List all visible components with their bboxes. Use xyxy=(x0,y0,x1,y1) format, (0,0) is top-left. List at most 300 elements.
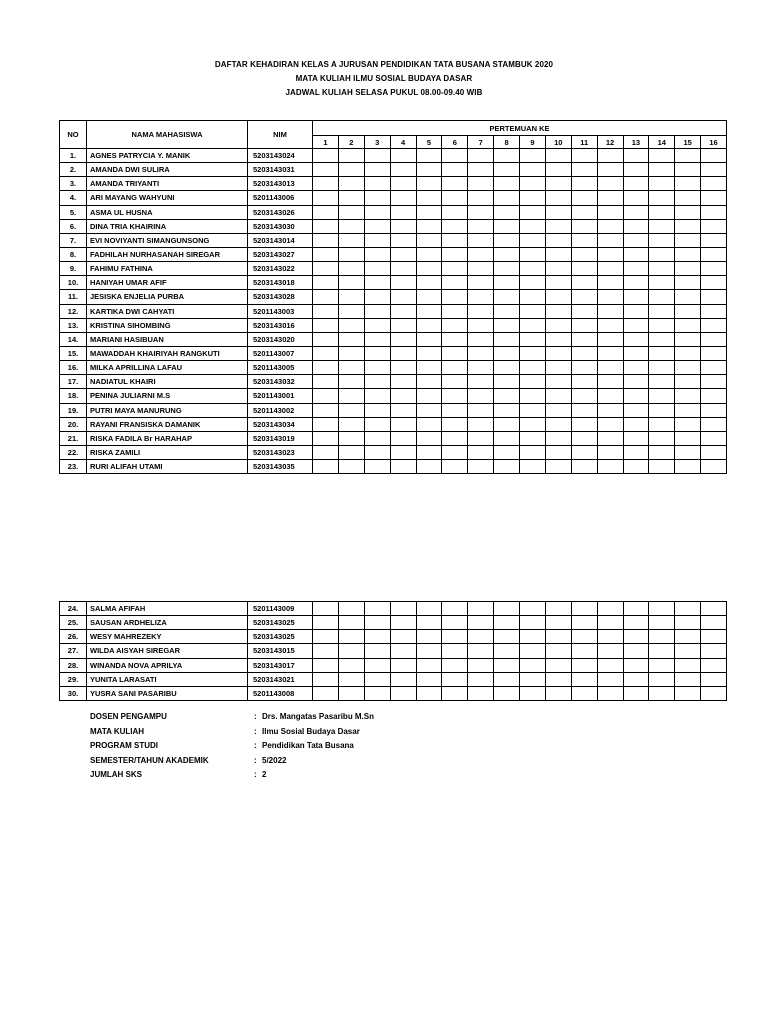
attendance-cell[interactable] xyxy=(313,205,339,219)
attendance-cell[interactable] xyxy=(416,191,442,205)
attendance-cell[interactable] xyxy=(313,290,339,304)
attendance-cell[interactable] xyxy=(649,644,675,658)
attendance-cell[interactable] xyxy=(597,616,623,630)
attendance-cell[interactable] xyxy=(442,219,468,233)
attendance-cell[interactable] xyxy=(494,247,520,261)
attendance-cell[interactable] xyxy=(623,163,649,177)
attendance-cell[interactable] xyxy=(468,346,494,360)
attendance-cell[interactable] xyxy=(468,460,494,474)
attendance-cell[interactable] xyxy=(313,672,339,686)
attendance-cell[interactable] xyxy=(649,460,675,474)
attendance-cell[interactable] xyxy=(338,332,364,346)
attendance-cell[interactable] xyxy=(701,247,727,261)
attendance-cell[interactable] xyxy=(338,346,364,360)
attendance-cell[interactable] xyxy=(442,644,468,658)
attendance-cell[interactable] xyxy=(649,332,675,346)
attendance-cell[interactable] xyxy=(390,602,416,616)
attendance-cell[interactable] xyxy=(545,304,571,318)
attendance-cell[interactable] xyxy=(701,389,727,403)
attendance-cell[interactable] xyxy=(416,346,442,360)
attendance-cell[interactable] xyxy=(623,630,649,644)
attendance-cell[interactable] xyxy=(390,630,416,644)
attendance-cell[interactable] xyxy=(623,346,649,360)
attendance-cell[interactable] xyxy=(338,616,364,630)
attendance-cell[interactable] xyxy=(364,658,390,672)
attendance-cell[interactable] xyxy=(313,630,339,644)
attendance-cell[interactable] xyxy=(649,290,675,304)
attendance-cell[interactable] xyxy=(416,389,442,403)
attendance-cell[interactable] xyxy=(416,163,442,177)
attendance-cell[interactable] xyxy=(520,177,546,191)
attendance-cell[interactable] xyxy=(649,233,675,247)
attendance-cell[interactable] xyxy=(649,177,675,191)
attendance-cell[interactable] xyxy=(675,602,701,616)
attendance-cell[interactable] xyxy=(597,177,623,191)
attendance-cell[interactable] xyxy=(623,686,649,700)
attendance-cell[interactable] xyxy=(545,417,571,431)
attendance-cell[interactable] xyxy=(649,304,675,318)
attendance-cell[interactable] xyxy=(468,290,494,304)
attendance-cell[interactable] xyxy=(338,417,364,431)
attendance-cell[interactable] xyxy=(313,431,339,445)
attendance-cell[interactable] xyxy=(623,332,649,346)
attendance-cell[interactable] xyxy=(520,304,546,318)
attendance-cell[interactable] xyxy=(623,417,649,431)
attendance-cell[interactable] xyxy=(313,686,339,700)
attendance-cell[interactable] xyxy=(675,431,701,445)
attendance-cell[interactable] xyxy=(416,403,442,417)
attendance-cell[interactable] xyxy=(494,686,520,700)
attendance-cell[interactable] xyxy=(390,177,416,191)
attendance-cell[interactable] xyxy=(597,460,623,474)
attendance-cell[interactable] xyxy=(442,616,468,630)
attendance-cell[interactable] xyxy=(701,233,727,247)
attendance-cell[interactable] xyxy=(468,644,494,658)
attendance-cell[interactable] xyxy=(364,318,390,332)
attendance-cell[interactable] xyxy=(520,290,546,304)
attendance-cell[interactable] xyxy=(442,318,468,332)
attendance-cell[interactable] xyxy=(571,460,597,474)
attendance-cell[interactable] xyxy=(545,205,571,219)
attendance-cell[interactable] xyxy=(545,219,571,233)
attendance-cell[interactable] xyxy=(313,445,339,459)
attendance-cell[interactable] xyxy=(468,658,494,672)
attendance-cell[interactable] xyxy=(675,361,701,375)
attendance-cell[interactable] xyxy=(364,177,390,191)
attendance-cell[interactable] xyxy=(701,318,727,332)
attendance-cell[interactable] xyxy=(675,658,701,672)
attendance-cell[interactable] xyxy=(313,262,339,276)
attendance-cell[interactable] xyxy=(545,332,571,346)
attendance-cell[interactable] xyxy=(597,290,623,304)
attendance-cell[interactable] xyxy=(390,262,416,276)
attendance-cell[interactable] xyxy=(675,375,701,389)
attendance-cell[interactable] xyxy=(468,616,494,630)
attendance-cell[interactable] xyxy=(675,247,701,261)
attendance-cell[interactable] xyxy=(338,431,364,445)
attendance-cell[interactable] xyxy=(675,616,701,630)
attendance-cell[interactable] xyxy=(442,686,468,700)
attendance-cell[interactable] xyxy=(649,658,675,672)
attendance-cell[interactable] xyxy=(701,417,727,431)
attendance-cell[interactable] xyxy=(623,149,649,163)
attendance-cell[interactable] xyxy=(338,658,364,672)
attendance-cell[interactable] xyxy=(597,389,623,403)
attendance-cell[interactable] xyxy=(649,247,675,261)
attendance-cell[interactable] xyxy=(597,247,623,261)
attendance-cell[interactable] xyxy=(468,332,494,346)
attendance-cell[interactable] xyxy=(675,191,701,205)
attendance-cell[interactable] xyxy=(597,304,623,318)
attendance-cell[interactable] xyxy=(442,233,468,247)
attendance-cell[interactable] xyxy=(313,177,339,191)
attendance-cell[interactable] xyxy=(597,346,623,360)
attendance-cell[interactable] xyxy=(313,219,339,233)
attendance-cell[interactable] xyxy=(623,616,649,630)
attendance-cell[interactable] xyxy=(442,163,468,177)
attendance-cell[interactable] xyxy=(416,361,442,375)
attendance-cell[interactable] xyxy=(494,177,520,191)
attendance-cell[interactable] xyxy=(675,389,701,403)
attendance-cell[interactable] xyxy=(390,276,416,290)
attendance-cell[interactable] xyxy=(364,262,390,276)
attendance-cell[interactable] xyxy=(571,686,597,700)
attendance-cell[interactable] xyxy=(390,346,416,360)
attendance-cell[interactable] xyxy=(494,658,520,672)
attendance-cell[interactable] xyxy=(442,431,468,445)
attendance-cell[interactable] xyxy=(545,290,571,304)
attendance-cell[interactable] xyxy=(545,262,571,276)
attendance-cell[interactable] xyxy=(701,672,727,686)
attendance-cell[interactable] xyxy=(545,318,571,332)
attendance-cell[interactable] xyxy=(545,658,571,672)
attendance-cell[interactable] xyxy=(520,375,546,389)
attendance-cell[interactable] xyxy=(468,630,494,644)
attendance-cell[interactable] xyxy=(364,219,390,233)
attendance-cell[interactable] xyxy=(416,658,442,672)
attendance-cell[interactable] xyxy=(390,403,416,417)
attendance-cell[interactable] xyxy=(468,163,494,177)
attendance-cell[interactable] xyxy=(520,361,546,375)
attendance-cell[interactable] xyxy=(468,375,494,389)
attendance-cell[interactable] xyxy=(545,644,571,658)
attendance-cell[interactable] xyxy=(468,247,494,261)
attendance-cell[interactable] xyxy=(390,616,416,630)
attendance-cell[interactable] xyxy=(494,290,520,304)
attendance-cell[interactable] xyxy=(313,149,339,163)
attendance-cell[interactable] xyxy=(442,630,468,644)
attendance-cell[interactable] xyxy=(364,445,390,459)
attendance-cell[interactable] xyxy=(701,304,727,318)
attendance-cell[interactable] xyxy=(597,361,623,375)
attendance-cell[interactable] xyxy=(416,304,442,318)
attendance-cell[interactable] xyxy=(701,375,727,389)
attendance-cell[interactable] xyxy=(494,375,520,389)
attendance-cell[interactable] xyxy=(701,219,727,233)
attendance-cell[interactable] xyxy=(364,417,390,431)
attendance-cell[interactable] xyxy=(675,290,701,304)
attendance-cell[interactable] xyxy=(571,332,597,346)
attendance-cell[interactable] xyxy=(701,149,727,163)
attendance-cell[interactable] xyxy=(494,346,520,360)
attendance-cell[interactable] xyxy=(494,445,520,459)
attendance-cell[interactable] xyxy=(571,431,597,445)
attendance-cell[interactable] xyxy=(416,460,442,474)
attendance-cell[interactable] xyxy=(390,644,416,658)
attendance-cell[interactable] xyxy=(597,658,623,672)
attendance-cell[interactable] xyxy=(468,219,494,233)
attendance-cell[interactable] xyxy=(313,276,339,290)
attendance-cell[interactable] xyxy=(675,219,701,233)
attendance-cell[interactable] xyxy=(675,460,701,474)
attendance-cell[interactable] xyxy=(675,177,701,191)
attendance-cell[interactable] xyxy=(416,177,442,191)
attendance-cell[interactable] xyxy=(571,445,597,459)
attendance-cell[interactable] xyxy=(416,262,442,276)
attendance-cell[interactable] xyxy=(571,191,597,205)
attendance-cell[interactable] xyxy=(442,658,468,672)
attendance-cell[interactable] xyxy=(494,417,520,431)
attendance-cell[interactable] xyxy=(623,658,649,672)
attendance-cell[interactable] xyxy=(623,460,649,474)
attendance-cell[interactable] xyxy=(442,346,468,360)
attendance-cell[interactable] xyxy=(571,205,597,219)
attendance-cell[interactable] xyxy=(675,163,701,177)
attendance-cell[interactable] xyxy=(313,616,339,630)
attendance-cell[interactable] xyxy=(338,602,364,616)
attendance-cell[interactable] xyxy=(545,445,571,459)
attendance-cell[interactable] xyxy=(520,276,546,290)
attendance-cell[interactable] xyxy=(545,460,571,474)
attendance-cell[interactable] xyxy=(701,346,727,360)
attendance-cell[interactable] xyxy=(545,403,571,417)
attendance-cell[interactable] xyxy=(338,389,364,403)
attendance-cell[interactable] xyxy=(494,276,520,290)
attendance-cell[interactable] xyxy=(545,191,571,205)
attendance-cell[interactable] xyxy=(649,361,675,375)
attendance-cell[interactable] xyxy=(364,233,390,247)
attendance-cell[interactable] xyxy=(571,276,597,290)
attendance-cell[interactable] xyxy=(520,602,546,616)
attendance-cell[interactable] xyxy=(571,318,597,332)
attendance-cell[interactable] xyxy=(442,332,468,346)
attendance-cell[interactable] xyxy=(313,304,339,318)
attendance-cell[interactable] xyxy=(649,403,675,417)
attendance-cell[interactable] xyxy=(313,361,339,375)
attendance-cell[interactable] xyxy=(623,205,649,219)
attendance-cell[interactable] xyxy=(416,686,442,700)
attendance-cell[interactable] xyxy=(649,262,675,276)
attendance-cell[interactable] xyxy=(649,417,675,431)
attendance-cell[interactable] xyxy=(571,149,597,163)
attendance-cell[interactable] xyxy=(338,304,364,318)
attendance-cell[interactable] xyxy=(390,219,416,233)
attendance-cell[interactable] xyxy=(442,290,468,304)
attendance-cell[interactable] xyxy=(571,375,597,389)
attendance-cell[interactable] xyxy=(675,644,701,658)
attendance-cell[interactable] xyxy=(545,346,571,360)
attendance-cell[interactable] xyxy=(468,191,494,205)
attendance-cell[interactable] xyxy=(597,205,623,219)
attendance-cell[interactable] xyxy=(571,361,597,375)
attendance-cell[interactable] xyxy=(623,375,649,389)
attendance-cell[interactable] xyxy=(597,602,623,616)
attendance-cell[interactable] xyxy=(571,247,597,261)
attendance-cell[interactable] xyxy=(338,290,364,304)
attendance-cell[interactable] xyxy=(623,177,649,191)
attendance-cell[interactable] xyxy=(416,205,442,219)
attendance-cell[interactable] xyxy=(390,431,416,445)
attendance-cell[interactable] xyxy=(390,191,416,205)
attendance-cell[interactable] xyxy=(701,403,727,417)
attendance-cell[interactable] xyxy=(364,672,390,686)
attendance-cell[interactable] xyxy=(338,686,364,700)
attendance-cell[interactable] xyxy=(468,361,494,375)
attendance-cell[interactable] xyxy=(675,686,701,700)
attendance-cell[interactable] xyxy=(675,403,701,417)
attendance-cell[interactable] xyxy=(545,177,571,191)
attendance-cell[interactable] xyxy=(494,403,520,417)
attendance-cell[interactable] xyxy=(494,460,520,474)
attendance-cell[interactable] xyxy=(390,445,416,459)
attendance-cell[interactable] xyxy=(675,276,701,290)
attendance-cell[interactable] xyxy=(338,205,364,219)
attendance-cell[interactable] xyxy=(442,262,468,276)
attendance-cell[interactable] xyxy=(364,644,390,658)
attendance-cell[interactable] xyxy=(597,163,623,177)
attendance-cell[interactable] xyxy=(571,304,597,318)
attendance-cell[interactable] xyxy=(649,276,675,290)
attendance-cell[interactable] xyxy=(390,332,416,346)
attendance-cell[interactable] xyxy=(390,247,416,261)
attendance-cell[interactable] xyxy=(338,672,364,686)
attendance-cell[interactable] xyxy=(649,616,675,630)
attendance-cell[interactable] xyxy=(338,460,364,474)
attendance-cell[interactable] xyxy=(390,686,416,700)
attendance-cell[interactable] xyxy=(416,233,442,247)
attendance-cell[interactable] xyxy=(468,276,494,290)
attendance-cell[interactable] xyxy=(364,247,390,261)
attendance-cell[interactable] xyxy=(701,332,727,346)
attendance-cell[interactable] xyxy=(390,672,416,686)
attendance-cell[interactable] xyxy=(545,149,571,163)
attendance-cell[interactable] xyxy=(442,417,468,431)
attendance-cell[interactable] xyxy=(442,361,468,375)
attendance-cell[interactable] xyxy=(338,644,364,658)
attendance-cell[interactable] xyxy=(597,686,623,700)
attendance-cell[interactable] xyxy=(442,177,468,191)
attendance-cell[interactable] xyxy=(338,247,364,261)
attendance-cell[interactable] xyxy=(313,318,339,332)
attendance-cell[interactable] xyxy=(545,602,571,616)
attendance-cell[interactable] xyxy=(494,318,520,332)
attendance-cell[interactable] xyxy=(545,375,571,389)
attendance-cell[interactable] xyxy=(545,247,571,261)
attendance-cell[interactable] xyxy=(675,149,701,163)
attendance-cell[interactable] xyxy=(675,445,701,459)
attendance-cell[interactable] xyxy=(571,346,597,360)
attendance-cell[interactable] xyxy=(623,262,649,276)
attendance-cell[interactable] xyxy=(364,205,390,219)
attendance-cell[interactable] xyxy=(701,616,727,630)
attendance-cell[interactable] xyxy=(442,276,468,290)
attendance-cell[interactable] xyxy=(338,177,364,191)
attendance-cell[interactable] xyxy=(390,361,416,375)
attendance-cell[interactable] xyxy=(649,686,675,700)
attendance-cell[interactable] xyxy=(364,361,390,375)
attendance-cell[interactable] xyxy=(416,290,442,304)
attendance-cell[interactable] xyxy=(494,431,520,445)
attendance-cell[interactable] xyxy=(313,644,339,658)
attendance-cell[interactable] xyxy=(494,672,520,686)
attendance-cell[interactable] xyxy=(701,644,727,658)
attendance-cell[interactable] xyxy=(494,332,520,346)
attendance-cell[interactable] xyxy=(390,205,416,219)
attendance-cell[interactable] xyxy=(364,460,390,474)
attendance-cell[interactable] xyxy=(416,219,442,233)
attendance-cell[interactable] xyxy=(520,346,546,360)
attendance-cell[interactable] xyxy=(468,304,494,318)
attendance-cell[interactable] xyxy=(338,318,364,332)
attendance-cell[interactable] xyxy=(442,460,468,474)
attendance-cell[interactable] xyxy=(364,149,390,163)
attendance-cell[interactable] xyxy=(390,233,416,247)
attendance-cell[interactable] xyxy=(675,233,701,247)
attendance-cell[interactable] xyxy=(313,417,339,431)
attendance-cell[interactable] xyxy=(494,616,520,630)
attendance-cell[interactable] xyxy=(338,276,364,290)
attendance-cell[interactable] xyxy=(597,672,623,686)
attendance-cell[interactable] xyxy=(597,445,623,459)
attendance-cell[interactable] xyxy=(701,602,727,616)
attendance-cell[interactable] xyxy=(520,616,546,630)
attendance-cell[interactable] xyxy=(571,219,597,233)
attendance-cell[interactable] xyxy=(468,445,494,459)
attendance-cell[interactable] xyxy=(520,262,546,276)
attendance-cell[interactable] xyxy=(416,375,442,389)
attendance-cell[interactable] xyxy=(416,602,442,616)
attendance-cell[interactable] xyxy=(390,304,416,318)
attendance-cell[interactable] xyxy=(649,602,675,616)
attendance-cell[interactable] xyxy=(520,445,546,459)
attendance-cell[interactable] xyxy=(390,290,416,304)
attendance-cell[interactable] xyxy=(597,318,623,332)
attendance-cell[interactable] xyxy=(338,630,364,644)
attendance-cell[interactable] xyxy=(571,290,597,304)
attendance-cell[interactable] xyxy=(416,630,442,644)
attendance-cell[interactable] xyxy=(701,276,727,290)
attendance-cell[interactable] xyxy=(494,644,520,658)
attendance-cell[interactable] xyxy=(571,417,597,431)
attendance-cell[interactable] xyxy=(571,389,597,403)
attendance-cell[interactable] xyxy=(545,616,571,630)
attendance-cell[interactable] xyxy=(364,276,390,290)
attendance-cell[interactable] xyxy=(520,644,546,658)
attendance-cell[interactable] xyxy=(364,191,390,205)
attendance-cell[interactable] xyxy=(571,177,597,191)
attendance-cell[interactable] xyxy=(520,205,546,219)
attendance-cell[interactable] xyxy=(468,602,494,616)
attendance-cell[interactable] xyxy=(494,233,520,247)
attendance-cell[interactable] xyxy=(468,205,494,219)
attendance-cell[interactable] xyxy=(338,219,364,233)
attendance-cell[interactable] xyxy=(338,163,364,177)
attendance-cell[interactable] xyxy=(364,431,390,445)
attendance-cell[interactable] xyxy=(675,630,701,644)
attendance-cell[interactable] xyxy=(649,431,675,445)
attendance-cell[interactable] xyxy=(571,602,597,616)
attendance-cell[interactable] xyxy=(390,389,416,403)
